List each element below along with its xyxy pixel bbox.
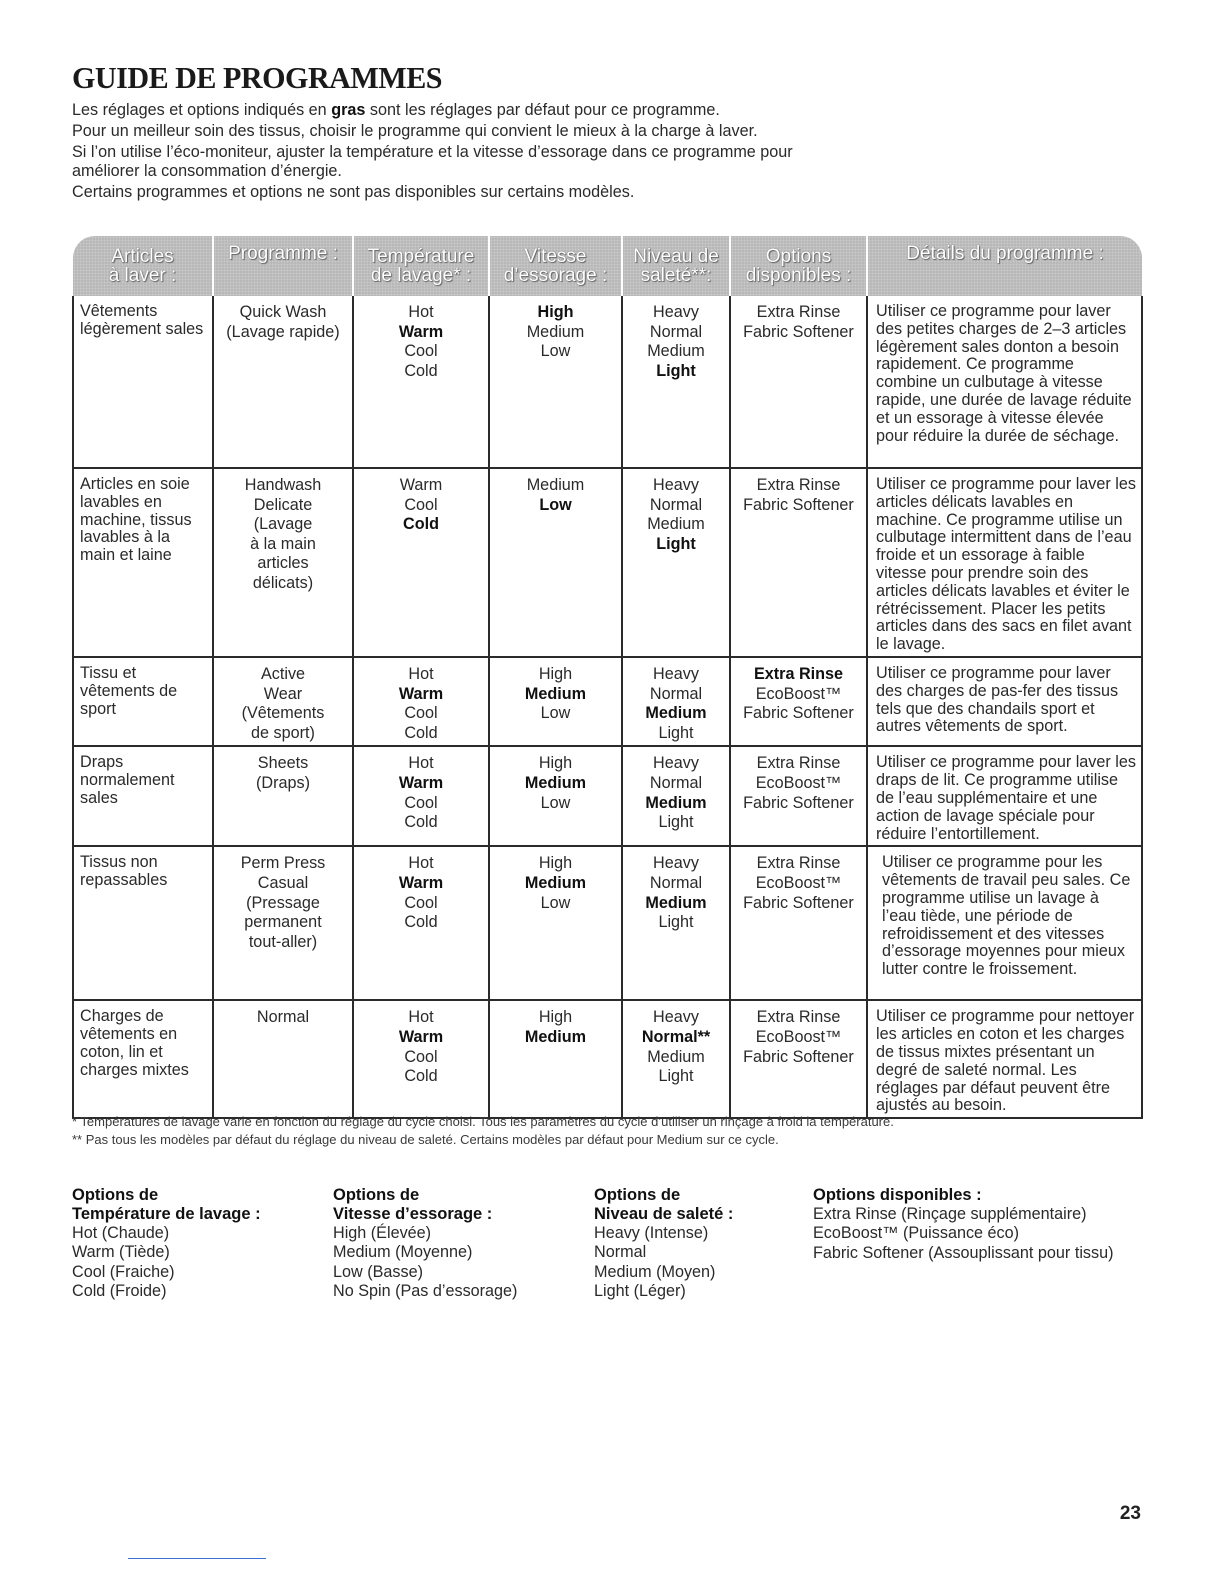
header-options: Options disponibles : (730, 236, 867, 296)
page-number: 23 (1119, 1503, 1141, 1524)
legend-soil (594, 1186, 733, 1302)
cell-programme: Quick Wash (Lavage rapide) (213, 296, 353, 468)
intro-line-1: Les réglages et options indiqués en gras sont les réglages par défaut pour ce programme. (72, 101, 720, 119)
legend-item: High (Élevée) (333, 1224, 432, 1242)
legend-spin (333, 1186, 517, 1302)
header-temperature: Température de lavage* : (353, 236, 489, 296)
legend-heading: Niveau de saleté : (594, 1205, 734, 1223)
cell-details: Utiliser ce programme pour les vêtements de travail peu sales. Ce programme utilise un lavage à l’eau tiède, une période de refroidissement et des vitesses d’essorage moyennes pour mieux lutter contre le froissement. (867, 846, 1142, 1000)
intro-line-3: Si l’on utilise l’éco-moniteur, ajuster la température et la vitesse d’essorage dans ce programme pour améliorer la consommation d’énergie. (72, 142, 793, 181)
legend-item: Fabric Softener (Assouplissant pour tissu) (813, 1243, 1114, 1262)
cell-temperature: Hot Warm Cool Cold (353, 846, 489, 1000)
cell-vitesse: High Medium (489, 1000, 622, 1118)
cell-temperature: Warm Cool Cold (353, 468, 489, 657)
legend-item: No Spin (Pas d’essorage) (333, 1282, 518, 1301)
bold-keyword: gras (331, 101, 366, 119)
cell-salete: Heavy Normal Medium Light (622, 746, 730, 846)
table-header (73, 236, 1142, 296)
cell-options: Extra Rinse Fabric Softener (730, 468, 867, 657)
legend-available-options (813, 1186, 1114, 1263)
cell-details: Utiliser ce programme pour laver les draps de lit. Ce programme utilise de l’eau supplémentaire et une action de lavage spéciale pour réduire l’entortillement. (867, 746, 1142, 846)
cell-programme: Active Wear (Vêtements de sport) (213, 657, 353, 746)
cell-temperature: Hot Warm Cool Cold (353, 746, 489, 846)
intro-line-2: Pour un meilleur soin des tissus, choisir le programme qui convient le mieux à la charge à laver. (72, 121, 758, 140)
cell-salete: Heavy Normal Medium Light (622, 846, 730, 1000)
header-details: Détails du programme : (867, 236, 1142, 296)
cell-temperature: Hot Warm Cool Cold (353, 1000, 489, 1118)
cell-articles: Charges de vêtements en coton, lin et charges mixtes (73, 1000, 213, 1118)
program-table (72, 236, 1143, 1119)
program-table-container (72, 236, 1141, 1119)
legend-item: EcoBoost™ (Puissance éco) (813, 1224, 1020, 1243)
cell-articles: Vêtements légèrement sales (73, 296, 213, 468)
legend-item: Medium (Moyen) (594, 1262, 716, 1281)
cell-vitesse: High Medium Low (489, 746, 622, 846)
cell-options: Extra Rinse EcoBoost™ Fabric Softener (730, 1000, 867, 1118)
page-title: GUIDE DE PROGRAMMES (72, 60, 443, 95)
legend-heading: Options de (72, 1186, 159, 1204)
legend-item: Heavy (Intense) (594, 1224, 709, 1242)
cell-articles: Tissus non repassables (73, 846, 213, 1000)
table-row (73, 1000, 1142, 1118)
legend-item: Light (Léger) (594, 1282, 686, 1301)
legend-heading: Vitesse d’essorage : (333, 1205, 493, 1223)
cell-details: Utiliser ce programme pour laver des petites charges de 2–3 articles légèrement sales donton a besoin rapidement. Ce programme combine un culbutage à vitesse rapide, une durée de lavage réduite et un essorage à vitesse élevée pour réduire la durée de séchage. (867, 296, 1142, 468)
cell-details: Utiliser ce programme pour nettoyer les articles en coton et les charges de tissus mixtes présentant un degré de saleté normal. Les réglages par défaut peuvent être ajustés au besoin. (867, 1000, 1142, 1118)
legend-item: Hot (Chaude) (72, 1224, 170, 1242)
cell-temperature: Hot Warm Cool Cold (353, 296, 489, 468)
table-row (73, 846, 1142, 1000)
footnote-soil: ** Pas tous les modèles par défaut du réglage du niveau de saleté. Certains modèles par défaut pour Medium sur ce cycle. (72, 1132, 779, 1147)
table-row (73, 746, 1142, 846)
bottom-divider (128, 1558, 266, 1559)
legend-item: Warm (Tiède) (72, 1243, 170, 1262)
cell-salete: Heavy Normal Medium Light (622, 468, 730, 657)
legend-heading: Options de (594, 1186, 681, 1204)
cell-salete: Heavy Normal** Medium Light (622, 1000, 730, 1118)
legend-item: Cold (Froide) (72, 1282, 167, 1301)
legend-item: Normal (594, 1243, 647, 1262)
header-salete: Niveau de saleté**: (622, 236, 730, 296)
footnotes (72, 1113, 1172, 1149)
cell-articles: Draps normalement sales (73, 746, 213, 846)
legend-temperature (72, 1186, 261, 1302)
cell-articles: Tissu et vêtements de sport (73, 657, 213, 746)
header-articles: Articles à laver : (73, 236, 213, 296)
cell-temperature: Hot Warm Cool Cold (353, 657, 489, 746)
cell-options: Extra Rinse EcoBoost™ Fabric Softener (730, 746, 867, 846)
cell-vitesse: High Medium Low (489, 846, 622, 1000)
table-row (73, 468, 1142, 657)
legend-heading: Options de (333, 1186, 420, 1204)
cell-programme: Normal (213, 1000, 353, 1118)
intro-text (72, 101, 1072, 203)
legend-heading: Options disponibles : (813, 1186, 982, 1204)
header-programme: Programme : (213, 236, 353, 296)
legend-item: Cool (Fraiche) (72, 1262, 175, 1281)
cell-vitesse: High Medium Low (489, 657, 622, 746)
cell-options: Extra Rinse EcoBoost™ Fabric Softener (730, 657, 867, 746)
cell-programme: Handwash Delicate (Lavage à la main articles délicats) (213, 468, 353, 657)
cell-salete: Heavy Normal Medium Light (622, 657, 730, 746)
cell-vitesse: High Medium Low (489, 296, 622, 468)
table-row (73, 657, 1142, 746)
header-vitesse: Vitesse d’essorage : (489, 236, 622, 296)
footnote-temperature: * Températures de lavage varie en fonction du réglage du cycle choisi. Tous les paramètres du cycle d’utiliser un rinçage à froid la température. (72, 1114, 894, 1129)
cell-articles: Articles en soie lavables en machine, tissus lavables à la main et laine (73, 468, 213, 657)
cell-options: Extra Rinse Fabric Softener (730, 296, 867, 468)
cell-options: Extra Rinse EcoBoost™ Fabric Softener (730, 846, 867, 1000)
legend-heading: Température de lavage : (72, 1205, 261, 1223)
cell-salete: Heavy Normal Medium Light (622, 296, 730, 468)
cell-details: Utiliser ce programme pour laver des charges de pas-fer des tissus tels que des chandails sport et autres vêtements de sport. (867, 657, 1142, 746)
table-row (73, 296, 1142, 468)
cell-programme: Perm Press Casual (Pressage permanent tout-aller) (213, 846, 353, 1000)
legend-item: Extra Rinse (Rinçage supplémentaire) (813, 1205, 1087, 1223)
legend-item: Low (Basse) (333, 1262, 423, 1281)
cell-vitesse: Medium Low (489, 468, 622, 657)
cell-details: Utiliser ce programme pour laver les articles délicats lavables en machine. Ce programme utilise un culbutage intermittent dans de l’eau froide et un essorage à faible vitesse pour prendre soin des articles délicats lavables et éviter le rétrécissement. Placer les petits articles dans des sacs en filet avant le lavage. (867, 468, 1142, 657)
cell-programme: Sheets (Draps) (213, 746, 353, 846)
legend-item: Medium (Moyenne) (333, 1243, 473, 1262)
intro-line-4: Certains programmes et options ne sont pas disponibles sur certains modèles. (72, 182, 635, 201)
